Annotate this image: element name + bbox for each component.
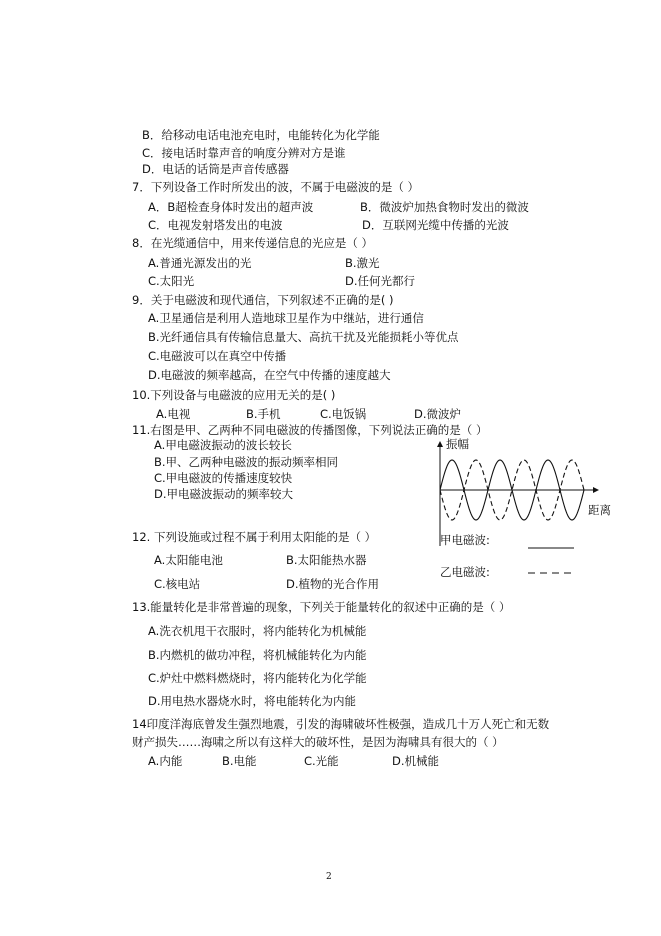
x-axis-label: 距离	[588, 503, 611, 517]
q13-option-b: B.内燃机的做功冲程，将机械能转化为内能	[148, 648, 367, 662]
q7-option-b: B．微波炉加热食物时发出的微波	[360, 200, 529, 214]
page-number: 2	[326, 872, 332, 882]
q8-stem: 8．在光缆通信中，用来传递信息的光应是（ ）	[132, 236, 373, 250]
q10-stem: 10.下列设备与电磁波的应用无关的是( )	[132, 388, 336, 402]
y-axis-label: 振幅	[446, 437, 469, 451]
q13-option-d: D.用电热水器烧水时，将电能转化为内能	[148, 694, 357, 708]
q7-stem: 7．下列设备工作时所发出的波，不属于电磁波的是（ ）	[132, 180, 419, 194]
q11-stem: 11.右图是甲、乙两种不同电磁波的传播图像，下列说法正确的是（ ）	[132, 423, 488, 437]
q9-option-b: B.光纤通信具有传输信息量大、高抗干扰及光能损耗小等优点	[148, 330, 459, 344]
q14-option-b: B.电能	[222, 754, 257, 768]
q6-option-b: B．给移动电话电池充电时，电能转化为化学能	[142, 128, 380, 142]
q14-option-a: A.内能	[148, 754, 183, 768]
q9-stem: 9．关于电磁波和现代通信，下列叙述不正确的是( )	[132, 293, 394, 307]
q13-option-c: C.炉灶中燃料燃烧时，将内能转化为化学能	[148, 671, 367, 685]
q14-stem-line2: 财产损失……海啸之所以有这样大的破坏性，是因为海啸具有很大的（ ）	[132, 735, 504, 749]
q13-stem: 13.能量转化是非常普遍的现象，下列关于能量转化的叙述中正确的是（ ）	[132, 600, 511, 614]
q10-option-b: B.手机	[246, 407, 281, 421]
q11-option-c: C.甲电磁波的传播速度较快	[154, 471, 293, 485]
q9-option-a: A.卫星通信是利用人造地球卫星作为中继站，进行通信	[148, 311, 424, 325]
q7-option-c: C．电视发射塔发出的电波	[148, 218, 283, 232]
q13-option-a: A.洗衣机甩干衣服时，将内能转化为机械能	[148, 624, 367, 638]
q11-option-a: A.甲电磁波振动的波长较长	[154, 438, 292, 452]
q7-option-a: A．B超检查身体时发出的超声波	[148, 200, 314, 214]
wave-diagram	[434, 436, 614, 590]
q14-option-c: C.光能	[304, 754, 339, 768]
q11-option-b: B.甲、乙两种电磁波的振动频率相同	[154, 455, 339, 469]
q9-option-c: C.电磁波可以在真空中传播	[148, 349, 287, 363]
q12-option-b: B.太阳能热水器	[286, 553, 367, 567]
q10-option-d: D.微波炉	[414, 407, 462, 421]
q8-option-d: D.任何光都行	[345, 274, 416, 288]
q8-option-a: A.普通光源发出的光	[148, 256, 252, 270]
q6-option-c: C．接电话时靠声音的响度分辨对方是谁	[142, 146, 346, 160]
q14-stem-line1: 14印度洋海底曾发生强烈地震，引发的海啸破坏性极强，造成几十万人死亡和无数	[132, 717, 550, 731]
q8-option-b: B.激光	[345, 256, 380, 270]
q11-option-d: D.甲电磁波振动的频率较大	[154, 487, 294, 501]
q8-option-c: C.太阳光	[148, 274, 195, 288]
q10-option-c: C.电饭锅	[320, 407, 367, 421]
q12-option-c: C.核电站	[154, 577, 201, 591]
q6-option-d: D．电话的话筒是声音传感器	[142, 162, 289, 176]
q12-option-d: D.植物的光合作用	[286, 577, 380, 591]
legend-jia-label: 甲电磁波:	[440, 533, 490, 547]
legend-yi-label: 乙电磁波:	[440, 565, 490, 579]
q10-option-a: A.电视	[156, 407, 191, 421]
q7-option-d: D．互联网光缆中传播的光波	[362, 218, 509, 232]
q9-option-d: D.电磁波的频率越高，在空气中传播的速度越大	[148, 368, 391, 382]
q12-option-a: A.太阳能电池	[154, 553, 223, 567]
q12-stem: 12. 下列设施或过程不属于利用太阳能的是（ ）	[132, 530, 377, 544]
q14-option-d: D.机械能	[392, 754, 440, 768]
